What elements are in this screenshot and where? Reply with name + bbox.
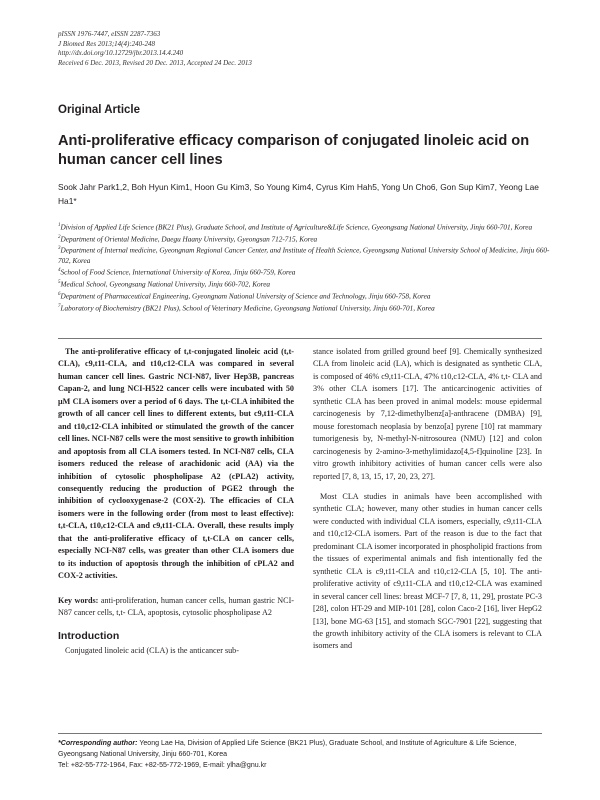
footnote-line-1 [58, 738, 542, 760]
affiliation-text: Department of Pharmaceutical Engineering, Gyeongnam National University of Science and Technology, Jinju 660-758, Korea [60, 292, 431, 301]
affiliation-number: 1 [58, 223, 61, 228]
affiliation-number: 7 [58, 303, 61, 309]
affiliation-7 [58, 302, 553, 314]
intro-paragraph-continued: stance isolated from grilled ground beef [9]. Chemically synthesized CLA from linoleic acid (LA), which is designated as synthetic CLA, is composed of 46% c9,t11-CLA, 47% t10,c12-CLA, 4% t,t- CLA and 3% other CLA isomers [17]. The anticarcinogenic activities of synthetic CLA has been proved in animal models: mouse epidermal carcinogenesis by 7,12-dimethylbenz[a]-anthracene (DMBA) [9], mouse forestomach neoplasia by benzo[a] pyrene [10] rat mammary tumorigenesis by, N-methyl-N-nitrosourea (NMU) [12] and colon carcinogenesis by 2-amino-3-methylimidazo[4,5-f]quinoline [23]. In vitro growth inhibitory activities of human cancer cells were also reported [7, 8, 13, 15, 17, 20, 23, 27]. [313, 347, 542, 481]
footnote-contact: Tel: +82-55-772-1964, Fax: +82-55-772-1969, E-mail: ylha@gnu.kr [58, 762, 267, 769]
journal-meta [58, 30, 358, 68]
affiliation-5 [58, 278, 553, 290]
header-divider [58, 338, 542, 339]
affiliation-text: Medical School, Gyeongsang National University, Jinju 660-702, Korea [60, 280, 271, 289]
affiliation-text: School of Food Science, International University of Korea, Jinju 660-759, Korea [60, 268, 296, 277]
affiliation-number: 3 [58, 246, 61, 252]
right-column [313, 346, 542, 653]
affiliation-text: Division of Applied Life Science (BK21 Plus), Graduate School, and Institute of Agriculture&Life Science, Gyeongsang National University, Jinju 660-701, Korea [60, 223, 533, 232]
intro-paragraph-start: Conjugated linoleic acid (CLA) is the anticancer sub- [65, 645, 239, 655]
keywords-text: anti-proliferation, human cancer cells, human gastric NCI-N87 cancer cells, t,t- CLA, apoptosis, cytosolic phospholipase A2 [58, 595, 294, 618]
keywords [58, 595, 294, 620]
doi-link[interactable]: http://dx.doi.org/10.12729/jbr.2013.14.4.240 [58, 49, 184, 58]
affiliation-number: 4 [58, 268, 61, 274]
affiliation-text: Department of Oriental Medicine, Daegu Haany University, Gyeongsan 712-715, Korea [60, 235, 318, 244]
affiliation-text: Department of Internal medicine, Gyeongnam Regional Cancer Center, and Institute of Health Science, Gyeongsang National University School of Medicine, Jinju 660-702, Korea [58, 246, 550, 266]
intro-paragraph-2: Most CLA studies in animals have been accomplished with synthetic CLA; however, many other studies in human cancer cells were conducted with individual CLA isomers, especially, c9,t11-CLA and t10,c12-CLA isomers. Part of the reason is due to the fact that predominant CLA isomer incorporated in phospholipid fractions from the tissues of experimental animals and fish intentionally fed the synthetic CLA is c9,t11-CLA and t10,c12-CLA [5, 10]. The anti-proliferative activity of c9,t11-CLA and t10,c12-CLA was examined in several cancer cell lines: breast MCF-7 [7, 8, 11, 29], prostate PC-3 [28], colon HT-29 and MIP-101 [28], colon Caco-2 [16], liver HepG2 [13], bone MG-63 [15], and stomach SGC-7901 [22], suggesting that the growth inhibitory activity of the CLA isomers is relevant to CLA isomers and [313, 491, 542, 651]
affiliation-number: 2 [58, 234, 61, 240]
abstract: The anti-proliferative efficacy of t,t-conjugated linoleic acid (t,t-CLA), c9,t11-CLA, and t10,c12-CLA was compared in several human cancer cell lines. Gastric NCI-N87, liver Hep3B, pancreas Capan-2, and lung NCI-H522 cancer cells were incubated with 50 μM CLA isomers over a period of 6 days. The t,t-CLA inhibited the growth of all cancer cell lines to different extents, but c9,t11-CLA and t10,c12-CLA inhibited or stimulated the growth of the cancer cell lines. NCI-N87 cells were the most sensitive to growth inhibition and apoptosis from all CLA isomers tested. In NCI-N87 cells, CLA isomers reduced the release of arachidonic acid (AA) via the inhibition of cytosolic phospholipase A2 (cPLA2) activity, consequently reducing the production of PGE2 through the inhibition of cyclooxygenase-2 (COX-2). The efficacies of CLA isomers were in the following order (from most to least effective): t,t-CLA, t10,c12-CLA and c9,t11-CLA. Overall, these results imply that the anti-proliferative efficacy of t,t-CLA on cancer cells, especially NCI-N87 cells, was greater than other CLA isomers due to its induction of apoptosis through the inhibition of cPLA2 and COX-2 activities. [58, 347, 294, 581]
dates-line: Received 6 Dec. 2013, Revised 20 Dec. 2013, Accepted 24 Dec. 2013 [58, 58, 252, 67]
citation-line: J Biomed Res 2013;14(4):240-248 [58, 39, 156, 48]
affiliation-list [58, 221, 553, 313]
footnote-label: *Corresponding author: [58, 740, 138, 747]
affiliation-3 [58, 244, 553, 266]
corresponding-author-footnote [58, 738, 542, 771]
affiliation-number: 5 [58, 280, 61, 286]
footnote-divider [58, 733, 542, 734]
affiliation-1 [58, 221, 553, 233]
introduction-heading: Introduction [58, 629, 120, 642]
keywords-label: Key words: [58, 595, 99, 605]
affiliation-2 [58, 233, 553, 245]
footnote-text: Yeong Lae Ha, Division of Applied Life Science (BK21 Plus), Graduate School, and Institute of Agriculture & Life Science, Gyeongsang National University, Jinju 660-701, Korea [58, 740, 517, 758]
paper-title: Anti-proliferative efficacy comparison of conjugated linoleic acid on human cancer cell lines [58, 133, 530, 168]
issn-line: pISSN 1976-7447, eISSN 2287-7363 [58, 30, 161, 38]
article-type: Original Article [58, 104, 141, 116]
affiliation-number: 6 [58, 291, 61, 297]
affiliation-6 [58, 290, 553, 302]
author-list: Sook Jahr Park1,2, Boh Hyun Kim1, Hoon Gu Kim3, So Young Kim4, Cyrus Kim Hah5, Yong Un Cho6, Gon Sup Kim7, Yeong Lae Ha1* [58, 182, 539, 206]
left-column [58, 346, 294, 657]
affiliation-4 [58, 266, 553, 278]
affiliation-text: Laboratory of Biochemistry (BK21 Plus), School of Veterinary Medicine, Gyeongsang National University, Jinju 660-701, Korea [60, 303, 435, 312]
